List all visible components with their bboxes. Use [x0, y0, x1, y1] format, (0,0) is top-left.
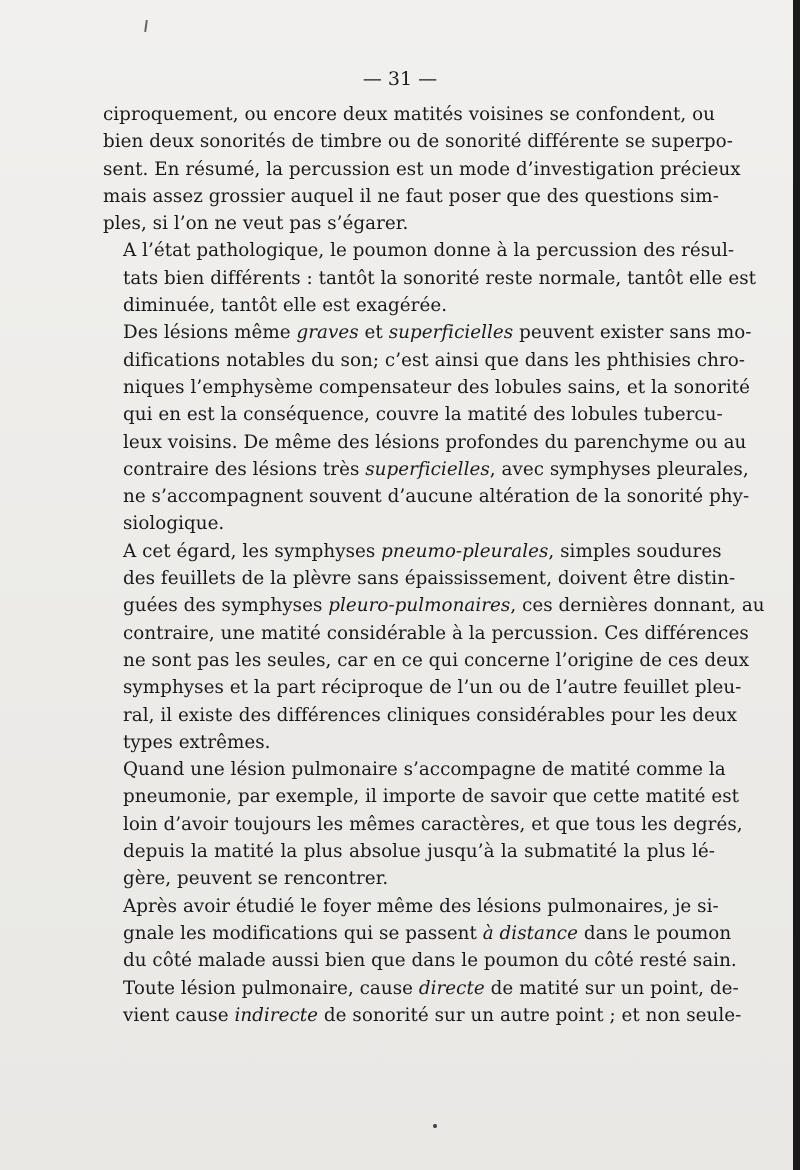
paragraph — [103, 893, 742, 1029]
text-line: symphyses et la part réciproque de l’un ou de l’autre feuillet pleu- — [123, 677, 742, 699]
text-line: types extrêmes. — [123, 731, 271, 753]
text-line: vient cause indirecte de sonorité sur un autre point ; et non seule- — [123, 1004, 742, 1026]
text-line: Quand une lésion pulmonaire s’accompagne de matité comme la — [123, 759, 726, 781]
text-line: leux voisins. De même des lésions profondes du parenchyme ou au — [123, 431, 747, 453]
text-line: tats bien différents : tantôt la sonorité reste normale, tantôt elle est — [123, 267, 757, 289]
text-line: contraire, une matité considérable à la percussion. Ces différences — [123, 622, 749, 644]
text-line: bien deux sonorités de timbre ou de sonorité différente se superpo- — [103, 131, 733, 153]
margin-mark — [144, 20, 148, 32]
text-line: ciproquement, ou encore deux matités voisines se confondent, ou — [103, 104, 715, 125]
text-line: contraire des lésions très superficielles, avec symphyses pleurales, — [123, 458, 749, 480]
scan-edge — [793, 0, 800, 1170]
text-line: gnale les modifications qui se passent à distance dans le poumon — [123, 922, 732, 944]
text-line: Après avoir étudié le foyer même des lésions pulmonaires, je si- — [123, 895, 719, 917]
text-line: qui en est la conséquence, couvre la matité des lobules tubercu- — [123, 404, 723, 426]
text-line: siologique. — [123, 513, 225, 535]
text-line: diminuée, tantôt elle est exagérée. — [123, 295, 448, 317]
text-line: A cet égard, les symphyses pneumo-pleurales, simples soudures — [123, 540, 722, 562]
text-line: sent. En résumé, la percussion est un mode d’investigation précieux — [103, 158, 741, 180]
paragraph — [103, 538, 765, 756]
print-speck — [433, 1124, 437, 1128]
paragraph — [103, 101, 741, 237]
text-line: du côté malade aussi bien que dans le poumon du côté resté sain. — [123, 950, 737, 972]
text-line: loin d’avoir toujours les mêmes caractères, et que tous les degrés, — [123, 813, 743, 835]
text-line: ne sont pas les seules, car en ce qui concerne l’origine de ces deux — [123, 649, 750, 671]
text-line: niques l’emphysème compensateur des lobules sains, et la sonorité — [123, 376, 751, 398]
paragraph — [103, 319, 752, 537]
text-line: ral, il existe des différences cliniques considérables pour les deux — [123, 704, 738, 726]
text-line: des feuillets de la plèvre sans épaississement, doivent être distin- — [123, 568, 736, 590]
text-line: Toute lésion pulmonaire, cause directe de matité sur un point, de- — [123, 977, 739, 999]
text-line: mais assez grossier auquel il ne faut poser que des questions sim- — [103, 185, 719, 207]
text-line: depuis la matité la plus absolue jusqu’à la submatité la plus lé- — [123, 841, 715, 863]
text-line: guées des symphyses pleuro-pulmonaires, ces dernières donnant, au — [123, 595, 765, 617]
text-line: A l’état pathologique, le poumon donne à la percussion des résul- — [123, 240, 735, 262]
paragraph — [103, 237, 757, 319]
body-text — [103, 101, 765, 1029]
paragraph — [103, 756, 743, 892]
text-line: Des lésions même graves et superficielles peuvent exister sans mo- — [123, 322, 752, 344]
text-line: gère, peuvent se rencontrer. — [123, 868, 389, 890]
text-line: ples, si l’on ne veut pas s’égarer. — [103, 213, 409, 235]
page-number: — 31 — — [362, 68, 438, 90]
text-line: ne s’accompagnent souvent d’aucune altération de la sonorité phy- — [123, 486, 750, 508]
text-line: pneumonie, par exemple, il importe de savoir que cette matité est — [123, 786, 740, 808]
text-line: difications notables du son; c’est ainsi que dans les phthisies chro- — [123, 349, 746, 371]
